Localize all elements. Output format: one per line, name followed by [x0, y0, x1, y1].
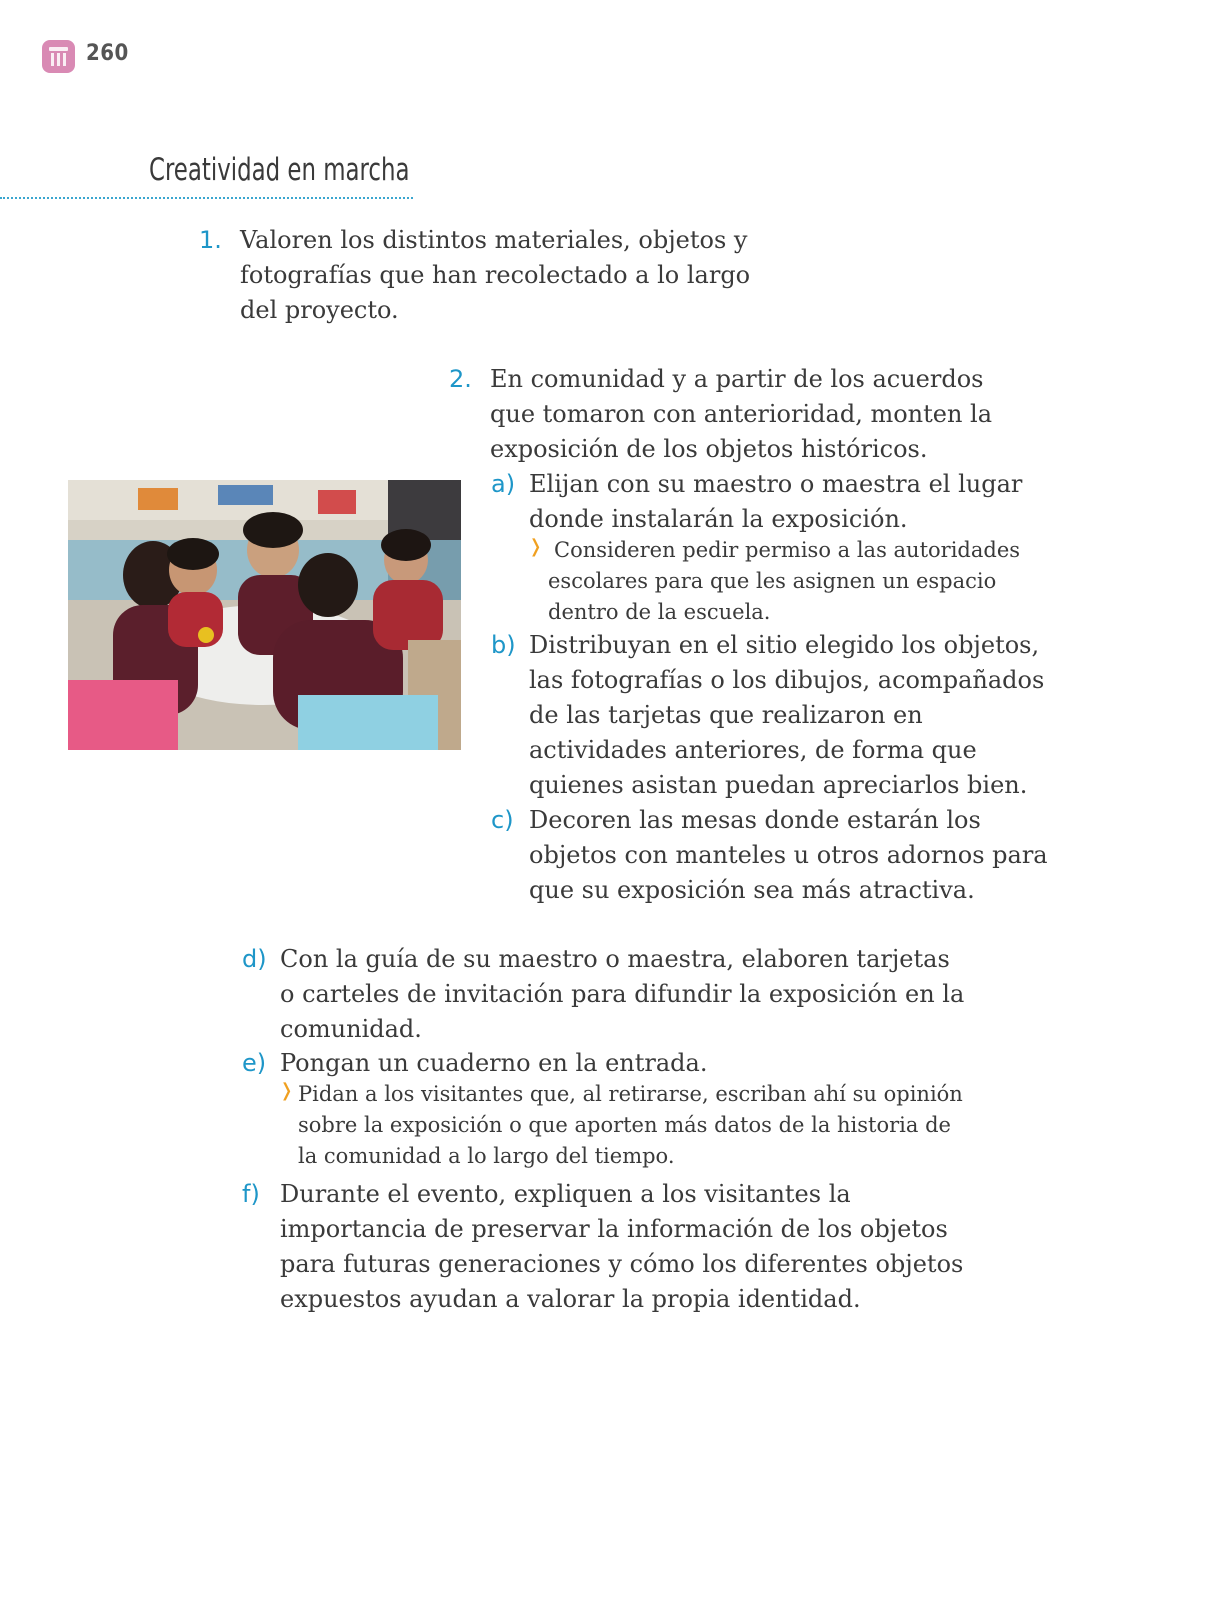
- item-e-note-line: Pidan a los visitantes que, al retirarse, escriban ahí su opinión: [298, 1082, 963, 1106]
- item-2-line: En comunidad y a partir de los acuerdos: [490, 365, 984, 393]
- item-d-line: Con la guía de su maestro o maestra, elaboren tarjetas: [280, 945, 950, 973]
- item-2-line: exposición de los objetos históricos.: [490, 435, 928, 463]
- item-1-line: del proyecto.: [240, 296, 399, 324]
- item-e-line: Pongan un cuaderno en la entrada.: [280, 1049, 708, 1077]
- item-b-line: actividades anteriores, de forma que: [529, 736, 977, 764]
- item-a-text: [529, 467, 1089, 537]
- bullet-chevron-icon: ❭: [279, 1080, 295, 1101]
- item-a-note-line: dentro de la escuela.: [548, 600, 771, 624]
- item-f-line: importancia de preservar la información de los objetos: [280, 1215, 948, 1243]
- item-a-letter: a): [491, 470, 516, 498]
- item-b-letter: b): [491, 631, 516, 659]
- item-a-note-line: Consideren pedir permiso a las autoridades: [554, 538, 1021, 562]
- item-b-line: de las tarjetas que realizaron en: [529, 701, 923, 729]
- item-f-line: expuestos ayudan a valorar la propia identidad.: [280, 1285, 861, 1313]
- item-1-line: Valoren los distintos materiales, objetos y: [240, 226, 748, 254]
- item-c-letter: c): [491, 806, 514, 834]
- book-ornament-icon: [42, 40, 75, 73]
- item-a-line: donde instalarán la exposición.: [529, 505, 908, 533]
- item-d-text: [280, 942, 1110, 1047]
- item-b-text: [529, 628, 1109, 803]
- item-1-line: fotografías que han recolectado a lo largo: [240, 261, 751, 289]
- item-e-note-line: sobre la exposición o que aporten más datos de la historia de: [298, 1113, 951, 1137]
- item-f-line: para futuras generaciones y cómo los diferentes objetos: [280, 1250, 964, 1278]
- item-f-letter: f): [242, 1180, 260, 1208]
- item-b-line: las fotografías o los dibujos, acompañados: [529, 666, 1045, 694]
- item-e-note: [298, 1079, 1118, 1172]
- page-number: 260: [86, 41, 129, 66]
- item-1-text: [240, 223, 800, 328]
- item-d-line: o carteles de invitación para difundir la exposición en la: [280, 980, 965, 1008]
- item-c-line: objetos con manteles u otros adornos para: [529, 841, 1048, 869]
- item-2-number: 2.: [449, 365, 472, 393]
- item-a-note-line: escolares para que les asignen un espacio: [548, 569, 997, 593]
- item-f-line: Durante el evento, expliquen a los visitantes la: [280, 1180, 851, 1208]
- classroom-photo: [68, 480, 461, 750]
- item-c-text: [529, 803, 1109, 908]
- title-divider: [0, 197, 413, 199]
- item-1-number: 1.: [199, 226, 222, 254]
- item-e-text: [280, 1046, 1110, 1081]
- item-b-line: Distribuyan en el sitio elegido los objetos,: [529, 631, 1040, 659]
- item-c-line: que su exposición sea más atractiva.: [529, 876, 975, 904]
- item-f-text: [280, 1177, 1110, 1317]
- section-title: Creatividad en marcha: [149, 152, 410, 188]
- item-c-line: Decoren las mesas donde estarán los: [529, 806, 981, 834]
- item-2-text: [490, 362, 1090, 467]
- item-e-letter: e): [242, 1049, 267, 1077]
- bullet-chevron-icon: ❭: [528, 536, 544, 557]
- item-e-note-line: la comunidad a lo largo del tiempo.: [298, 1144, 675, 1168]
- item-a-note: [548, 535, 1088, 628]
- item-b-line: quienes asistan puedan apreciarlos bien.: [529, 771, 1028, 799]
- item-a-line: Elijan con su maestro o maestra el lugar: [529, 470, 1023, 498]
- item-2-line: que tomaron con anterioridad, monten la: [490, 400, 993, 428]
- item-d-letter: d): [242, 945, 267, 973]
- item-d-line: comunidad.: [280, 1015, 422, 1043]
